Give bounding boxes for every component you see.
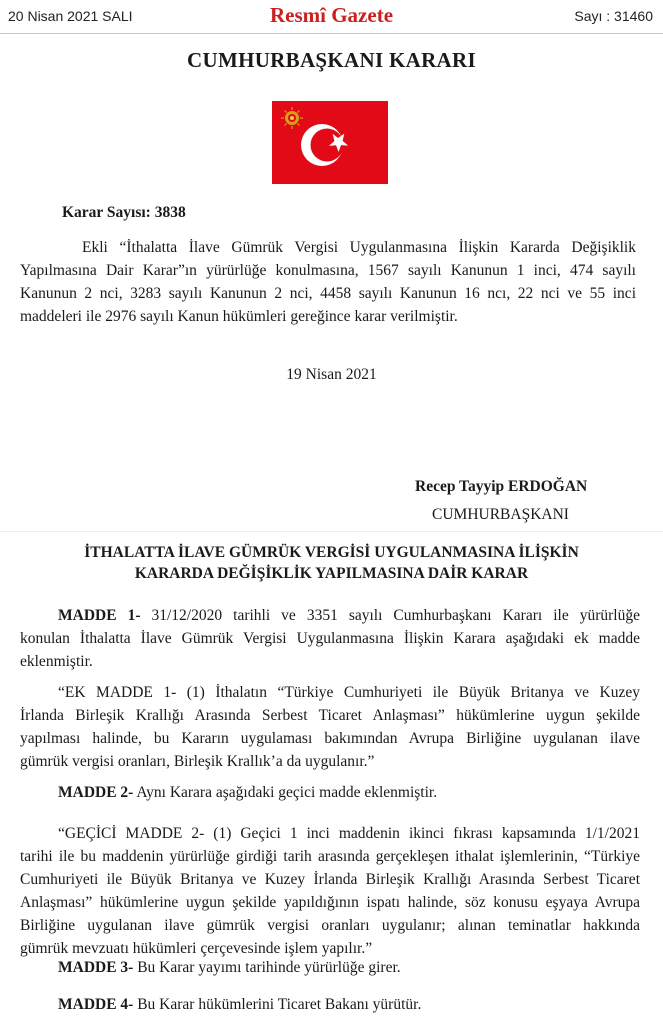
quote-line: yapılması halinde, bu Kararın uygulaması bakımından Avrupa Birliğine uygulanan ilave — [20, 730, 640, 747]
decision-title: CUMHURBAŞKANI KARARI — [187, 48, 476, 72]
intro-line: maddeleri ile 2976 sayılı Kanun hükümleri gereğince karar verilmiştir. — [20, 308, 458, 325]
quote-line: Cumhuriyeti ile Büyük Britanya ve Kuzey İrlanda Birleşik Krallığı Arasında Serbest Ticaret — [20, 871, 640, 888]
quote-line: Anlaşması” hükümlerine uygun şekilde yapıldığının ispatı halinde, söz konusu eşyaya Avrupa — [20, 894, 640, 911]
header-issue-number: Sayı : 31460 — [574, 8, 653, 24]
flag-icon — [272, 101, 388, 184]
article-3 — [20, 956, 640, 979]
quote-line: “GEÇİCİ MADDE 2- (1) Geçici 1 inci maddenin ikinci fıkrası kapsamında 1/1/2021 — [58, 825, 640, 842]
article-label: MADDE 3- — [58, 959, 134, 976]
article-1-quote — [20, 681, 640, 773]
section-divider — [0, 531, 663, 532]
intro-line: Yapılmasına Dair Karar”ın yürürlüğe konulmasına, 1567 sayılı Kanunun 1 inci, 474 sayılı — [20, 262, 636, 279]
decision-number: Karar Sayısı: 3838 — [62, 204, 186, 221]
article-text: eklenmiştir. — [20, 653, 93, 670]
signer-name: Recep Tayyip ERDOĞAN — [415, 478, 588, 495]
intro-line: Kanunun 2 nci, 3283 sayılı Kanunun 2 nci, 4458 sayılı Kanunun 16 ncı, 22 nci ve 55 inci — [20, 285, 636, 302]
article-label: MADDE 2- — [58, 784, 134, 801]
quote-line: gümrük vergisi oranları, Birleşik Krallık’a da uygulanır.” — [20, 753, 375, 770]
quote-line: İrlanda Birleşik Krallığı Arasında Serbest Ticaret Anlaşması” hükümlerine uygun şekilde — [20, 707, 640, 724]
quote-line: Birliğine uygulanan ilave gümrük vergisi oranları uygulanır; alınan teminatlar hakkında — [20, 917, 640, 934]
article-text: Bu Karar hükümlerini Ticaret Bakanı yürütür. — [133, 996, 422, 1013]
article-1 — [20, 604, 640, 673]
header-divider — [0, 33, 663, 34]
article-4 — [20, 993, 640, 1016]
decision-intro-paragraph — [20, 236, 636, 328]
article-label: MADDE 1- — [58, 607, 141, 624]
quote-line: “EK MADDE 1- (1) İthalatın “Türkiye Cumhuriyeti ile Büyük Britanya ve Kuzey — [58, 684, 640, 701]
decision-date: 19 Nisan 2021 — [286, 366, 377, 383]
law-title — [0, 542, 663, 584]
article-text: konulan İthalatta İlave Gümrük Vergisi Uygulanmasına İlişkin Karara aşağıdaki ek madde — [20, 630, 640, 647]
intro-line: Ekli “İthalatta İlave Gümrük Vergisi Uygulanmasına İlişkin Kararda Değişiklik — [82, 239, 636, 256]
article-label: MADDE 4- — [58, 996, 134, 1013]
article-text: 31/12/2020 tarihli ve 3351 sayılı Cumhurbaşkanı Kararı ile yürürlüğe — [140, 607, 640, 624]
article-2-quote — [20, 822, 640, 960]
quote-line: tarihi ile bu maddenin yürürlüğe girdiği tarih arasında gerçekleşen ithalat işlemlerinin, “Türkiye — [20, 848, 640, 865]
law-title-line: KARARDA DEĞİŞİKLİK YAPILMASINA DAİR KARAR — [134, 565, 529, 582]
article-text: Bu Karar yayımı tarihinde yürürlüğe girer. — [133, 959, 401, 976]
article-text: Aynı Karara aşağıdaki geçici madde eklenmiştir. — [133, 784, 438, 801]
law-title-line: İTHALATTA İLAVE GÜMRÜK VERGİSİ UYGULANMASINA İLİŞKİN — [84, 544, 579, 561]
signer-title: CUMHURBAŞKANI — [432, 506, 569, 523]
quote-line: gümrük mevzuatı hükümleri çerçevesinde işlem yapılır.” — [20, 940, 373, 957]
header-date: 20 Nisan 2021 SALI — [8, 8, 133, 24]
gazette-header — [0, 0, 663, 32]
header-title: Resmî Gazete — [269, 3, 394, 27]
article-2 — [20, 781, 640, 804]
